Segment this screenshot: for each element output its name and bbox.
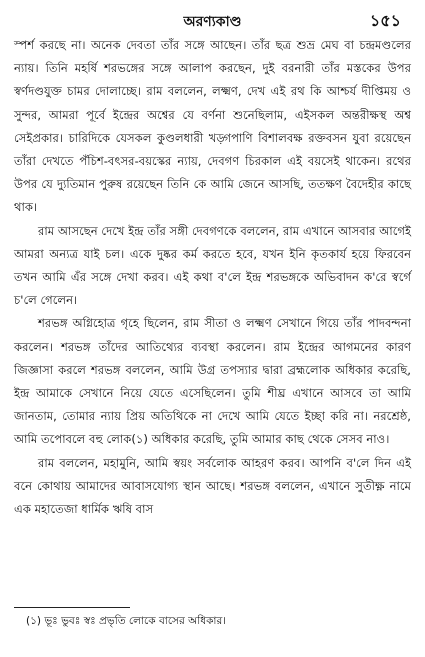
page-body [14, 34, 411, 521]
paragraph: রাম বললেন, মহামুনি, আমি স্বয়ং সর্বলোক আহরণ করব। আপনি ব'লে দিন এই বনে কোথায় আমাদের আবাসযোগ্য স্থান আছে। শরভঙ্গ বললেন, এখানে সুতীক্ষ্ণ নামে এক মহাতেজা ধার্মিক ঋষি বাস [14, 455, 411, 517]
footnote-divider [14, 607, 130, 608]
chapter-title: অরণ্যকাণ্ড [183, 14, 242, 30]
page-header [14, 6, 411, 34]
paragraph: রাম আসছেন দেখে ইন্দ্র তাঁর সঙ্গী দেবগণকে বললেন, রাম এখানে আসবার আগেই আমরা অন্যত্র যাই চল। একে দুষ্কর কর্ম করতে হবে, যখন ইনি কৃতকার্য হয়ে ফিরবেন তখন আমি এঁর সঙ্গে দেখা করব। এই কথা ব'লে ইন্দ্র শরভঙ্গকে অভিবাদন ক'রে স্বর্গে চ'লে গেলেন। [14, 223, 411, 308]
footnote: (১) ভূঃ ভুবঃ স্বঃ প্রভৃতি লোকে বাসের অধিকার। [26, 615, 227, 627]
paragraph: শরভঙ্গ অগ্নিহোত্র গৃহে ছিলেন, রাম সীতা ও লক্ষ্মণ সেখানে গিয়ে তাঁর পাদবন্দনা করলেন। শরভঙ্গ তাঁদের আতিথ্যের ব্যবস্থা করলেন। রাম ইন্দ্রের আগমনের কারণ জিজ্ঞাসা করলে শরভঙ্গ বললেন, আমি উগ্র তপস্যার দ্বারা ব্রহ্মলোক অধিকার করেছি, ইন্দ্র আমাকে সেখানে নিয়ে যেতে এসেছিলেন। তুমি শীঘ্র এখানে আসবে তা আমি জানতাম, তোমার ন্যায় প্রিয় অতিথিকে না দেখে আমি যেতে ইচ্ছা করি না। নরশ্রেষ্ঠ, আমি তপোবলে বহু লোক(১) অধিকার করেছি, তুমি আমার কাছ থেকে সেসব নাও। [14, 316, 411, 447]
page-number: ১৫১ [369, 11, 401, 30]
paragraph: স্পর্শ করছে না। অনেক দেবতা তাঁর সঙ্গে আছেন। তাঁর ছত্র শুভ্র মেঘ বা চন্দ্রমণ্ডলের ন্যায়। তিনি মহর্ষি শরভঙ্গের সঙ্গে আলাপ করছেন, দুই বরনারী তাঁর মস্তকের উপর স্বর্ণদণ্ডযুক্ত চামর দোলাচ্ছে। রাম বললেন, লক্ষ্মণ, দেখ এই রথ কি আশ্চর্য দীপ্তিময় ও সুন্দর, আমরা পূর্বে ইন্দ্রের অশ্বের যে বর্ণনা শুনেছিলাম, এইসকল অন্তরীক্ষস্থ অশ্ব সেইপ্রকার। চারিদিকে যেসকল কুণ্ডলধারী খড়্গপাণি বিশালবক্ষ রক্তবসন যুবা রয়েছেন তাঁরা দেখতে পঁচিশ-বৎসর-বয়স্কের ন্যায়, দেবগণ চিরকাল এই বয়সেই থাকেন। রথের উপর যে দ্যুতিমান পুরুষ রয়েছেন তিনি কে আমি জেনে আসছি, ততক্ষণ বৈদেহীর কাছে থাক। [14, 38, 411, 215]
